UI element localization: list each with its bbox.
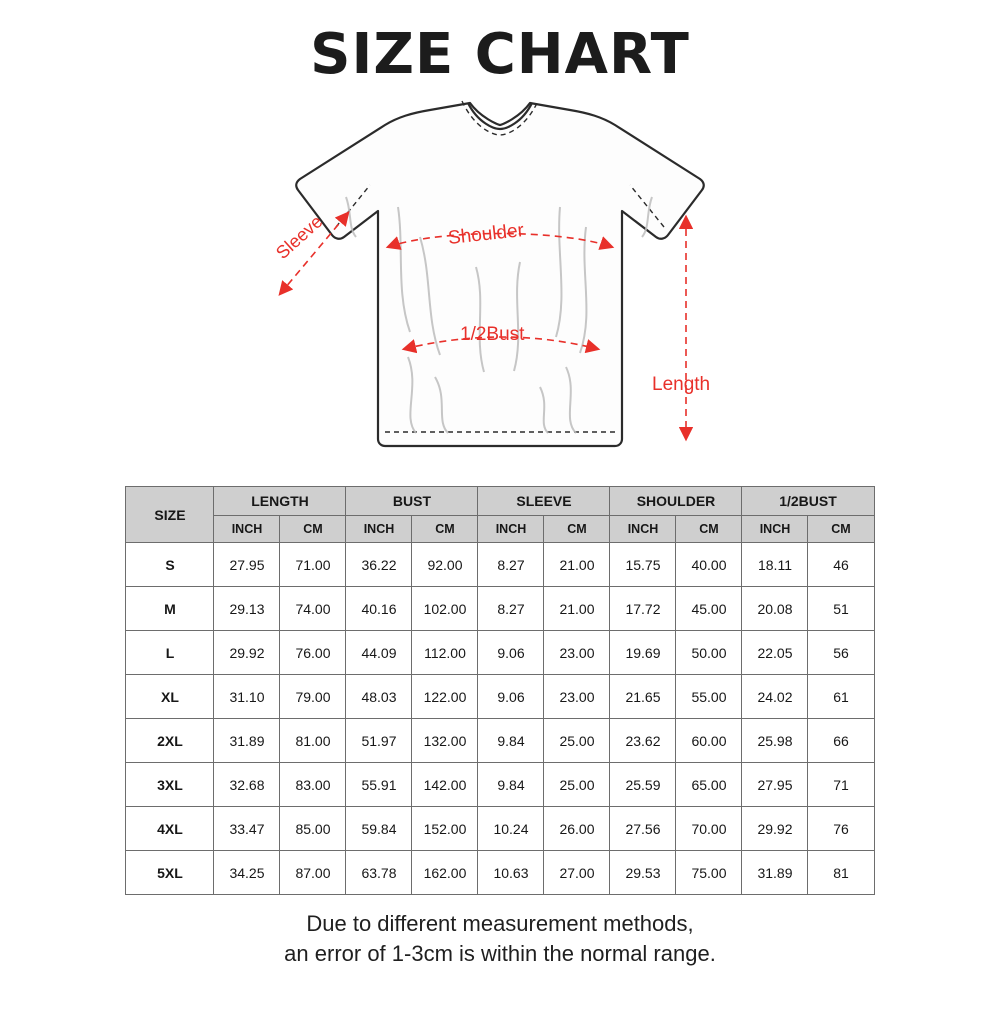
cell-value: 46 (808, 543, 874, 587)
cell-value: 142.00 (412, 763, 478, 807)
cell-value: 15.75 (610, 543, 676, 587)
cell-value: 25.00 (544, 763, 610, 807)
cell-value: 10.63 (478, 851, 544, 895)
cell-value: 21.00 (544, 543, 610, 587)
cell-value: 152.00 (412, 807, 478, 851)
cell-value: 27.95 (214, 543, 280, 587)
cell-value: 34.25 (214, 851, 280, 895)
cell-value: 21.00 (544, 587, 610, 631)
cell-value: 9.06 (478, 631, 544, 675)
cell-value: 112.00 (412, 631, 478, 675)
cell-value: 45.00 (676, 587, 742, 631)
cell-value: 10.24 (478, 807, 544, 851)
cell-value: 55.00 (676, 675, 742, 719)
unit-bust-inch: INCH (346, 516, 412, 543)
header-bust: BUST (346, 487, 478, 516)
size-chart-table (125, 486, 874, 895)
cell-value: 31.89 (214, 719, 280, 763)
cell-value: 33.47 (214, 807, 280, 851)
cell-value: 51 (808, 587, 874, 631)
cell-value: 21.65 (610, 675, 676, 719)
cell-value: 36.22 (346, 543, 412, 587)
header-length: LENGTH (214, 487, 346, 516)
cell-value: 23.62 (610, 719, 676, 763)
cell-value: 40.00 (676, 543, 742, 587)
header-half-bust: 1/2BUST (742, 487, 874, 516)
cell-value: 75.00 (676, 851, 742, 895)
cell-value: 63.78 (346, 851, 412, 895)
note-line-1: Due to different measurement methods, (306, 911, 694, 936)
cell-value: 23.00 (544, 631, 610, 675)
cell-value: 85.00 (280, 807, 346, 851)
cell-value: 51.97 (346, 719, 412, 763)
cell-value: 74.00 (280, 587, 346, 631)
cell-value: 9.84 (478, 763, 544, 807)
table-row (126, 631, 874, 675)
cell-value: 102.00 (412, 587, 478, 631)
cell-value: 31.10 (214, 675, 280, 719)
cell-value: 44.09 (346, 631, 412, 675)
header-row-measures (126, 487, 874, 516)
table-row (126, 719, 874, 763)
cell-value: 17.72 (610, 587, 676, 631)
tshirt-illustration (0, 87, 1000, 482)
cell-value: 8.27 (478, 587, 544, 631)
cell-value: 23.00 (544, 675, 610, 719)
cell-value: 26.00 (544, 807, 610, 851)
table-row (126, 807, 874, 851)
unit-half-bust-cm: CM (808, 516, 874, 543)
cell-value: 66 (808, 719, 874, 763)
label-shoulder: Shoulder (447, 220, 525, 249)
cell-value: 24.02 (742, 675, 808, 719)
cell-value: 83.00 (280, 763, 346, 807)
header-sleeve: SLEEVE (478, 487, 610, 516)
cell-size: XL (126, 675, 214, 719)
cell-value: 61 (808, 675, 874, 719)
cell-value: 29.92 (214, 631, 280, 675)
header-shoulder: SHOULDER (610, 487, 742, 516)
cell-value: 59.84 (346, 807, 412, 851)
measurement-note (0, 909, 1000, 970)
unit-sleeve-inch: INCH (478, 516, 544, 543)
cell-value: 27.00 (544, 851, 610, 895)
cell-value: 76.00 (280, 631, 346, 675)
unit-length-cm: CM (280, 516, 346, 543)
cell-value: 81 (808, 851, 874, 895)
cell-value: 27.56 (610, 807, 676, 851)
cell-value: 92.00 (412, 543, 478, 587)
unit-half-bust-inch: INCH (742, 516, 808, 543)
label-sleeve: Sleeve (272, 211, 327, 263)
table-row (126, 763, 874, 807)
cell-value: 70.00 (676, 807, 742, 851)
cell-value: 27.95 (742, 763, 808, 807)
unit-length-inch: INCH (214, 516, 280, 543)
table-row (126, 675, 874, 719)
cell-value: 8.27 (478, 543, 544, 587)
cell-value: 32.68 (214, 763, 280, 807)
header-row-units (126, 516, 874, 543)
cell-size: L (126, 631, 214, 675)
cell-value: 29.53 (610, 851, 676, 895)
unit-bust-cm: CM (412, 516, 478, 543)
cell-value: 29.13 (214, 587, 280, 631)
cell-value: 9.06 (478, 675, 544, 719)
cell-value: 25.59 (610, 763, 676, 807)
cell-value: 76 (808, 807, 874, 851)
cell-size: S (126, 543, 214, 587)
unit-shoulder-cm: CM (676, 516, 742, 543)
cell-value: 132.00 (412, 719, 478, 763)
tshirt-measurement-diagram (0, 87, 1000, 482)
cell-value: 9.84 (478, 719, 544, 763)
cell-value: 25.00 (544, 719, 610, 763)
cell-size: M (126, 587, 214, 631)
cell-size: 5XL (126, 851, 214, 895)
cell-size: 2XL (126, 719, 214, 763)
cell-value: 56 (808, 631, 874, 675)
cell-value: 25.98 (742, 719, 808, 763)
cell-size: 4XL (126, 807, 214, 851)
cell-value: 20.08 (742, 587, 808, 631)
label-length: Length (652, 374, 711, 395)
cell-value: 29.92 (742, 807, 808, 851)
cell-value: 87.00 (280, 851, 346, 895)
unit-shoulder-inch: INCH (610, 516, 676, 543)
cell-value: 65.00 (676, 763, 742, 807)
cell-value: 19.69 (610, 631, 676, 675)
cell-value: 122.00 (412, 675, 478, 719)
table-row (126, 851, 874, 895)
cell-value: 71 (808, 763, 874, 807)
cell-value: 40.16 (346, 587, 412, 631)
unit-sleeve-cm: CM (544, 516, 610, 543)
cell-value: 79.00 (280, 675, 346, 719)
table-row (126, 543, 874, 587)
cell-size: 3XL (126, 763, 214, 807)
table-body (126, 543, 874, 895)
cell-value: 50.00 (676, 631, 742, 675)
cell-value: 162.00 (412, 851, 478, 895)
table-header (126, 487, 874, 543)
cell-value: 48.03 (346, 675, 412, 719)
note-line-2: an error of 1-3cm is within the normal range. (284, 941, 716, 967)
table-row (126, 587, 874, 631)
cell-value: 60.00 (676, 719, 742, 763)
page-title: SIZE CHART (310, 22, 690, 87)
header-size: SIZE (126, 487, 214, 543)
tshirt-outline (296, 103, 703, 446)
cell-value: 22.05 (742, 631, 808, 675)
cell-value: 18.11 (742, 543, 808, 587)
cell-value: 31.89 (742, 851, 808, 895)
cell-value: 81.00 (280, 719, 346, 763)
label-half-bust: 1/2Bust (460, 324, 525, 345)
cell-value: 55.91 (346, 763, 412, 807)
cell-value: 71.00 (280, 543, 346, 587)
